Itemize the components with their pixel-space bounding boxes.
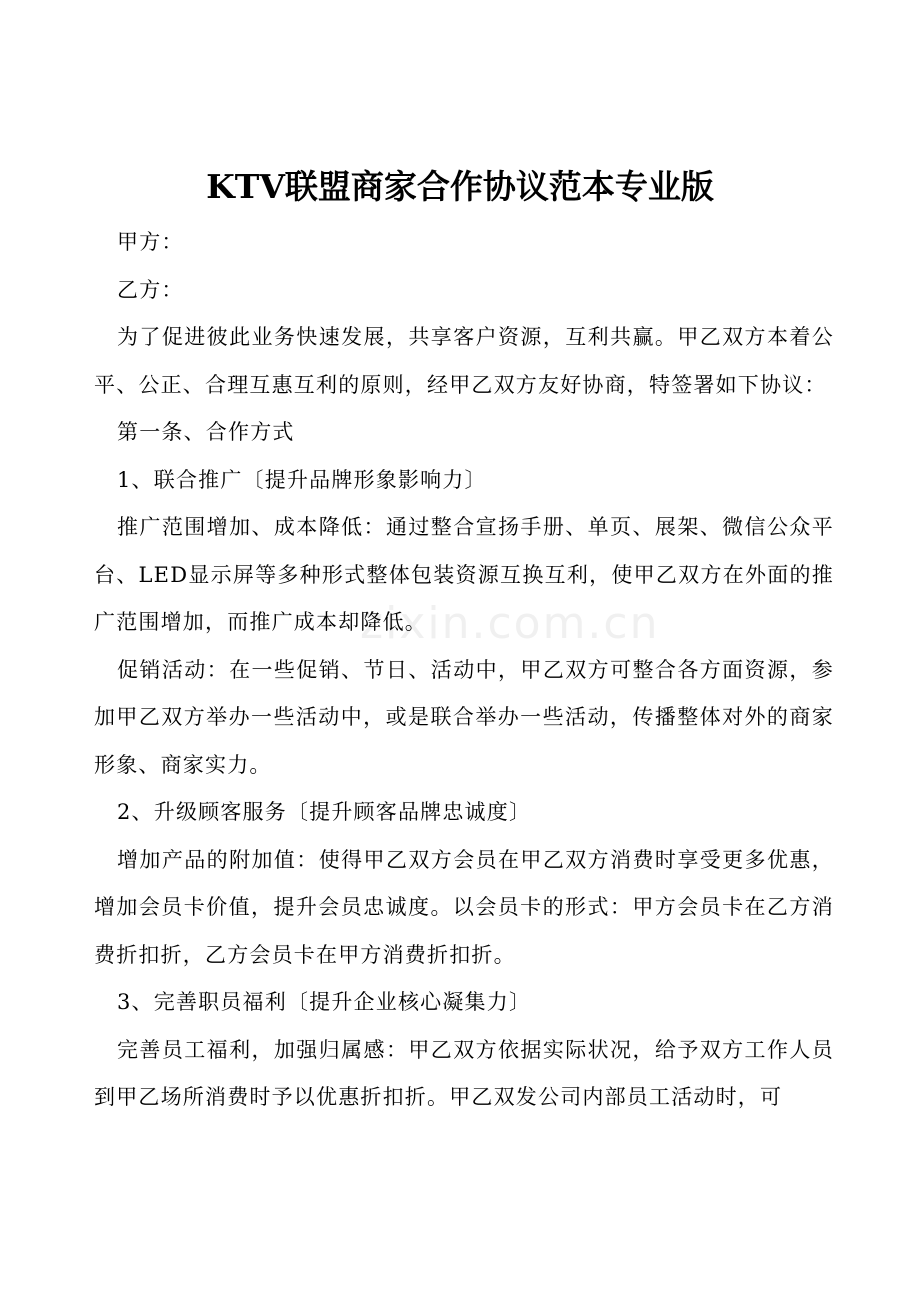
section-1-heading: 1、联合推广〔提升品牌形象影响力〕 (117, 467, 487, 492)
document-body (94, 219, 834, 1122)
party-a-line: 甲方： (117, 230, 184, 254)
article-1-heading: 第一条、合作方式 (117, 420, 295, 444)
preamble-paragraph: 为了促进彼此业务快速发展，共享客户资源，互利共赢。甲乙双方本着公平、公正、合理互惠互利的原则，经甲乙双方友好协商，特签署如下协议： (94, 325, 834, 397)
party-b-line: 乙方： (117, 277, 184, 302)
employee-welfare-paragraph: 完善员工福利，加强归属感：甲乙双方依据实际状况，给予双方工作人员到甲乙场所消费时予以优惠折扣折。甲乙双发公司内部员工活动时，可 (94, 1037, 834, 1109)
added-value-paragraph: 增加产品的附加值：使得甲乙双方会员在甲乙双方消费时享受更多优惠，增加会员卡价值，提升会员忠诚度。以会员卡的形式：甲方会员卡在乙方消费折扣折，乙方会员卡在甲方消费折扣折。 (94, 847, 834, 967)
document-title: KTV联盟商家合作协议范本专业版 (206, 167, 714, 206)
watermark: zixin.com.cn (360, 598, 660, 649)
sales-activity-paragraph: 促销活动：在一些促销、节日、活动中，甲乙双方可整合各方面资源，参加甲乙双方举办一些活动中，或是联合举办一些活动，传播整体对外的商家形象、商家实力。 (94, 657, 834, 777)
section-3-heading: 3、完善职员福利〔提升企业核心凝集力〕 (117, 990, 532, 1014)
promotion-scope-paragraph: 推广范围增加、成本降低：通过整合宣扬手册、单页、展架、微信公众平台、LED显示屏等多种形式整体包装资源互换互利，使甲乙双方在外面的推广范围增加，而推广成本却降低。 (94, 515, 834, 634)
section-2-heading: 2、升级顾客服务〔提升顾客品牌忠诚度〕 (117, 800, 532, 824)
